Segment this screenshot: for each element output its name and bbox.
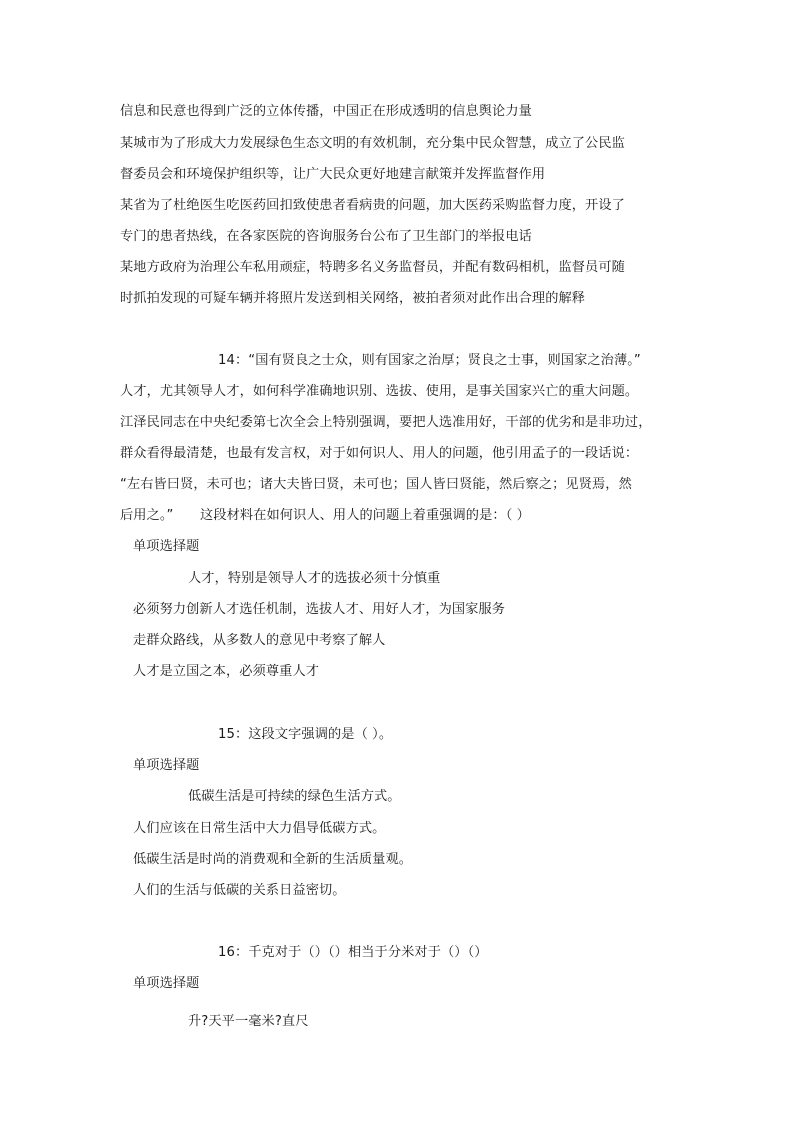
passage-line: 某城市为了形成大力发展绿色生态文明的有效机制，充分集中民众智慧，成立了公民监	[120, 136, 625, 151]
passage-line: 某地方政府为治理公车私用顽症，特聘多名义务监督员，并配有数码相机，监督员可随	[120, 260, 625, 275]
question-16-title: 16：千克对于（）（）相当于分米对于（）（）	[218, 945, 488, 960]
question-14-option[interactable]: 必须努力创新人才选任机制，选拔人才、用好人才，为国家服务	[133, 602, 506, 617]
question-14-title: 14：“国有贤良之士众，则有国家之治厚；贤良之士事，则国家之治薄。”	[218, 353, 641, 368]
question-15-option[interactable]: 低碳生活是时尚的消费观和全新的生活质量观。	[133, 852, 413, 867]
passage-line: 专门的患者热线，在各家医院的咨询服务台公布了卫生部门的举报电话	[120, 229, 532, 244]
question-16-type: 单项选择题	[133, 976, 200, 991]
question-15-type: 单项选择题	[133, 758, 200, 773]
question-14-type: 单项选择题	[133, 539, 200, 554]
passage-line: 某省为了杜绝医生吃医药回扣致使患者看病贵的问题，加大医药采购监督力度，开设了	[120, 198, 625, 213]
question-14-body-line: 后用之。” 这段材料在如何识人、用人的问题上着重强调的是：（ ）	[120, 508, 530, 523]
question-14-body-line: “左右皆曰贤，未可也；诸大夫皆曰贤，未可也；国人皆曰贤能，然后察之；见贤焉，然	[120, 477, 632, 492]
question-15-option[interactable]: 人们的生活与低碳的关系日益密切。	[133, 883, 346, 898]
passage-line: 信息和民意也得到广泛的立体传播，中国正在形成透明的信息舆论力量	[120, 104, 532, 119]
question-14-body-line: 人才，尤其领导人才，如何科学准确地识别、选拔、使用，是事关国家兴亡的重大问题。	[120, 384, 639, 399]
question-14-option[interactable]: 人才是立国之本，必须尊重人才	[133, 664, 320, 679]
question-14-body-line: 群众看得最清楚，也最有发言权，对于如何识人、用人的问题，他引用孟子的一段话说：	[120, 446, 639, 461]
passage-line: 时抓拍发现的可疑车辆并将照片发送到相关网络，被拍者须对此作出合理的解释	[120, 291, 586, 306]
question-14-option[interactable]: 走群众路线，从多数人的意见中考察了解人	[133, 633, 386, 648]
passage-line: 督委员会和环境保护组织等，让广大民众更好地建言献策并发挥监督作用	[120, 167, 546, 182]
question-14-body-line: 江泽民同志在中央纪委第七次全会上特别强调，要把人选准用好，干部的优劣和是非功过，	[120, 415, 652, 430]
question-15-option[interactable]: 人们应该在日常生活中大力倡导低碳方式。	[133, 821, 386, 836]
question-15-title: 15：这段文字强调的是（ ）。	[218, 727, 393, 742]
question-14-option[interactable]: 人才，特别是领导人才的选拔必须十分慎重	[188, 571, 441, 586]
question-15-option[interactable]: 低碳生活是可持续的绿色生活方式。	[188, 789, 401, 804]
question-16-option[interactable]: 升?天平一毫米?直尺	[188, 1014, 309, 1029]
